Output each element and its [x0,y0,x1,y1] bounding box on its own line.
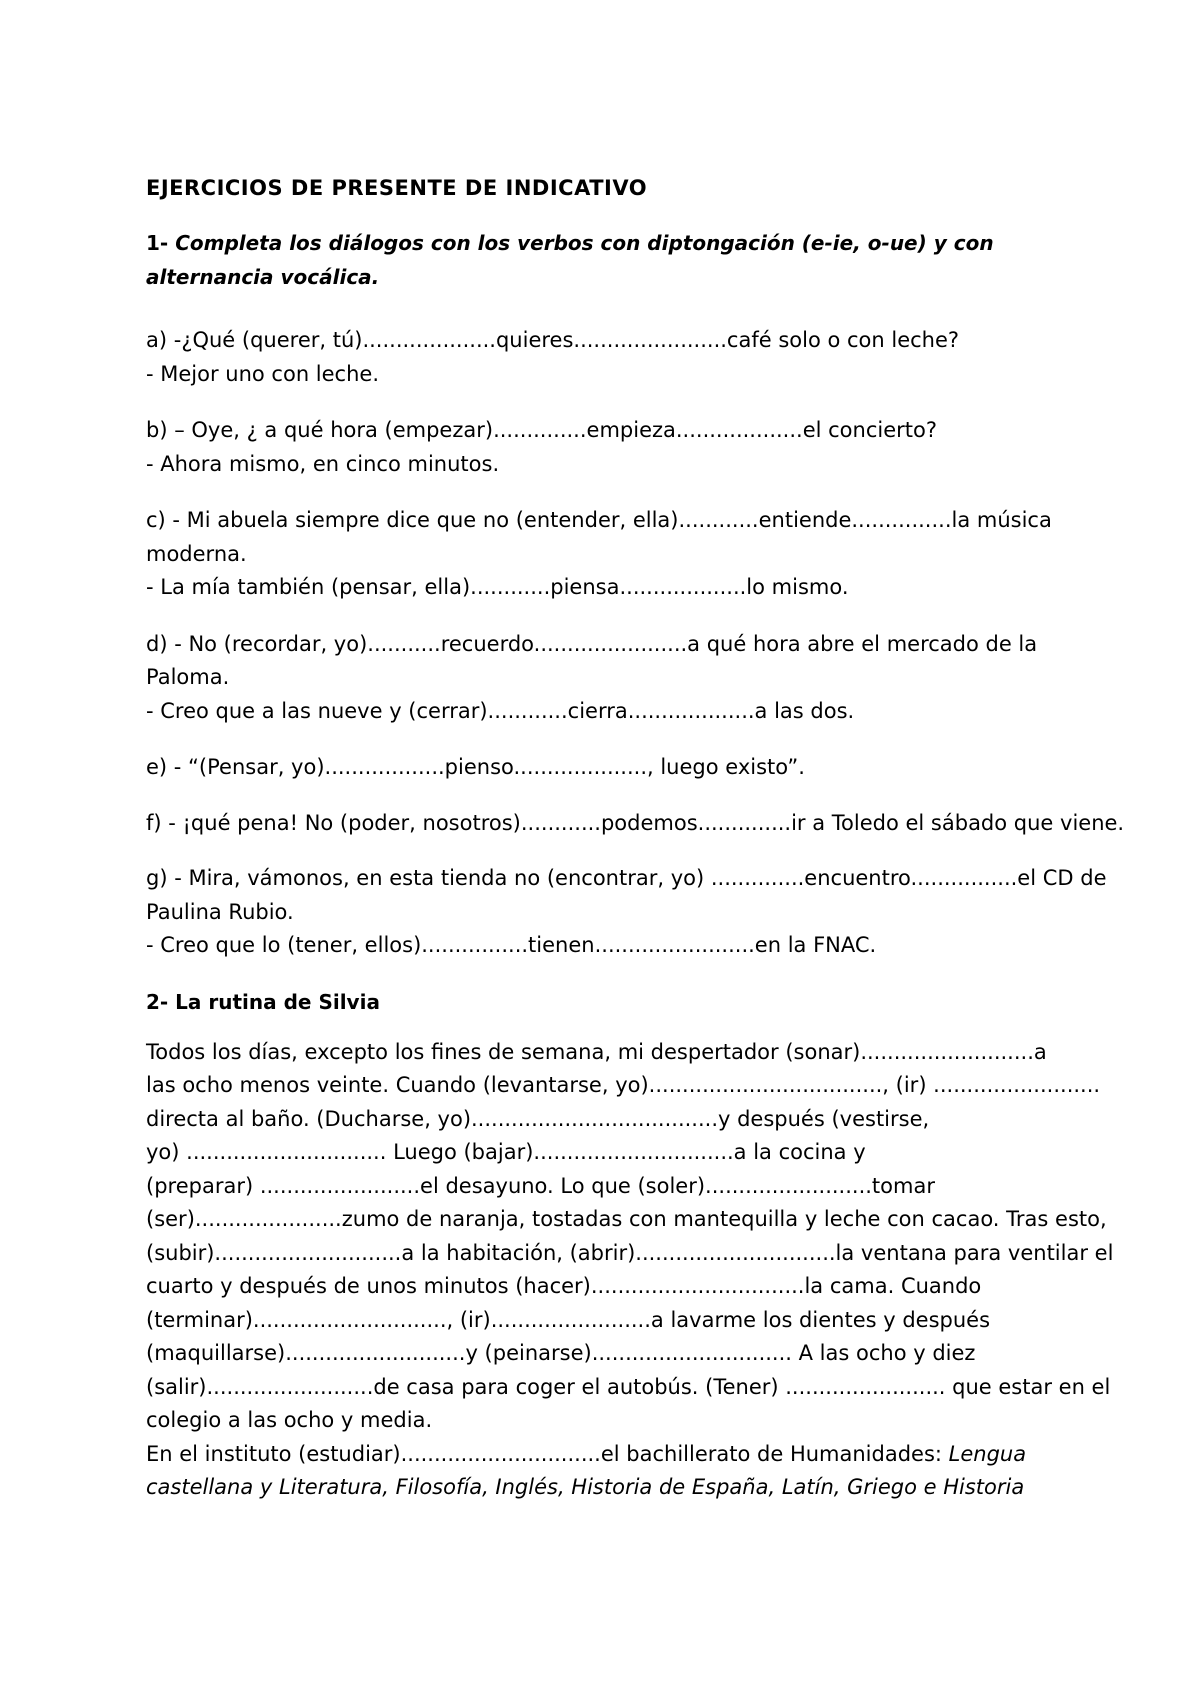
paragraph-line-italic-final: castellana y Literatura, Filosofía, Inglés, Historia de España, Latín, Griego e Historia [146,1475,1025,1499]
paragraph-line [146,1438,1156,1472]
dialogue-item-e [146,751,1156,785]
dialogue-line: c) - Mi abuela siempre dice que no (entender, ella)............entiende...............la música [146,508,1052,532]
exercise-2-heading: 2- La rutina de Silvia [146,989,380,1014]
paragraph-line: (salir).........................de casa para coger el autobús. (Tener) ........................ que estar en el [146,1374,1111,1399]
dialogue-item-d [146,628,1156,729]
dialogue-item-g [146,862,1156,963]
dialogue-item-f [146,807,1156,841]
paragraph-line: (subir)............................a la habitación, (abrir)..............................la ventana para ventilar el [146,1240,1114,1265]
dialogue-line: - Creo que lo (tener, ellos)................tienen........................en la FNAC. [146,933,877,957]
exercise-1-instruction [146,226,1156,294]
dialogue-line: - Ahora mismo, en cinco minutos. [146,451,500,476]
exercise-1-instruction-line2: alternancia vocálica. [146,265,380,289]
paragraph-line: colegio a las ocho y media. [146,1408,433,1432]
dialogue-line: - Creo que a las nueve y (cerrar)............cierra...................a las dos. [146,698,855,723]
document-content [146,172,1156,1505]
dialogue-item-b [146,414,1156,481]
dialogue-line: g) - Mira, vámonos, en esta tienda no (encontrar, yo) ..............encuentro................el CD de [146,866,1107,890]
dialogue-line: d) - No (recordar, yo)...........recuerdo.......................a qué hora abre el mercado de la [146,631,1038,656]
dialogue-line: Paulina Rubio. [146,899,294,924]
paragraph-line: (ser)......................zumo de naranja, tostadas con mantequilla y leche con cacao. Tras esto, [146,1207,1107,1231]
paragraph-line: Todos los días, excepto los fines de semana, mi despertador (sonar)..........................a [146,1039,1047,1064]
exercise-1-instruction-line1 [146,226,1156,260]
paragraph-line: (terminar)............................., (ir)........................a lavarme los dientes y después [146,1307,991,1332]
dialogue-line: - La mía también (pensar, ella)............piensa...................lo mismo. [146,575,849,599]
paragraph-line: (maquillarse)...........................y (peinarse).............................. A las ocho y diez [146,1341,976,1365]
dialogue-line: - Mejor uno con leche. [146,361,380,386]
paragraph-line: yo) .............................. Luego (bajar)..............................a la cocina y [146,1140,866,1164]
paragraph-line: cuarto y después de unos minutos (hacer)................................la cama. Cuando [146,1274,982,1298]
document-title: EJERCICIOS DE PRESENTE DE INDICATIVO [146,176,648,200]
dialogue-line: a) -¿Qué (querer, tú)....................quieres.......................café solo o con leche? [146,328,960,352]
exercise-1-instruction-text: Completa los diálogos con los verbos con diptongación (e-ie, o-ue) y con [175,231,994,255]
paragraph-line-text: En el instituto (estudiar)..............................el bachillerato de Humanidades: [146,1441,949,1466]
paragraph-line: las ocho menos veinte. Cuando (levantarse, yo)..................................., (ir) ......................... [146,1073,1101,1097]
exercise-1-number: 1- [146,231,169,255]
paragraph-line-italic: Lengua [948,1441,1027,1466]
dialogue-item-c [146,504,1156,605]
paragraph-line: directa al baño. (Ducharse, yo).....................................y después (vestirse, [146,1106,930,1131]
dialogue-line: b) – Oye, ¿ a qué hora (empezar)..............empieza...................el concierto? [146,418,938,442]
paragraph-line: (preparar) ........................el desayuno. Lo que (soler).........................tomar [146,1173,935,1198]
dialogue-line: moderna. [146,541,247,566]
exercise-2-paragraph [146,1036,1156,1505]
dialogue-item-a [146,324,1156,391]
dialogue-line: f) - ¡qué pena! No (poder, nosotros)............podemos..............ir a Toledo el sábado que viene. [146,810,1125,835]
dialogue-line: e) - “(Pensar, yo)..................pienso...................., luego existo”. [146,755,805,779]
dialogue-line: Paloma. [146,665,230,689]
